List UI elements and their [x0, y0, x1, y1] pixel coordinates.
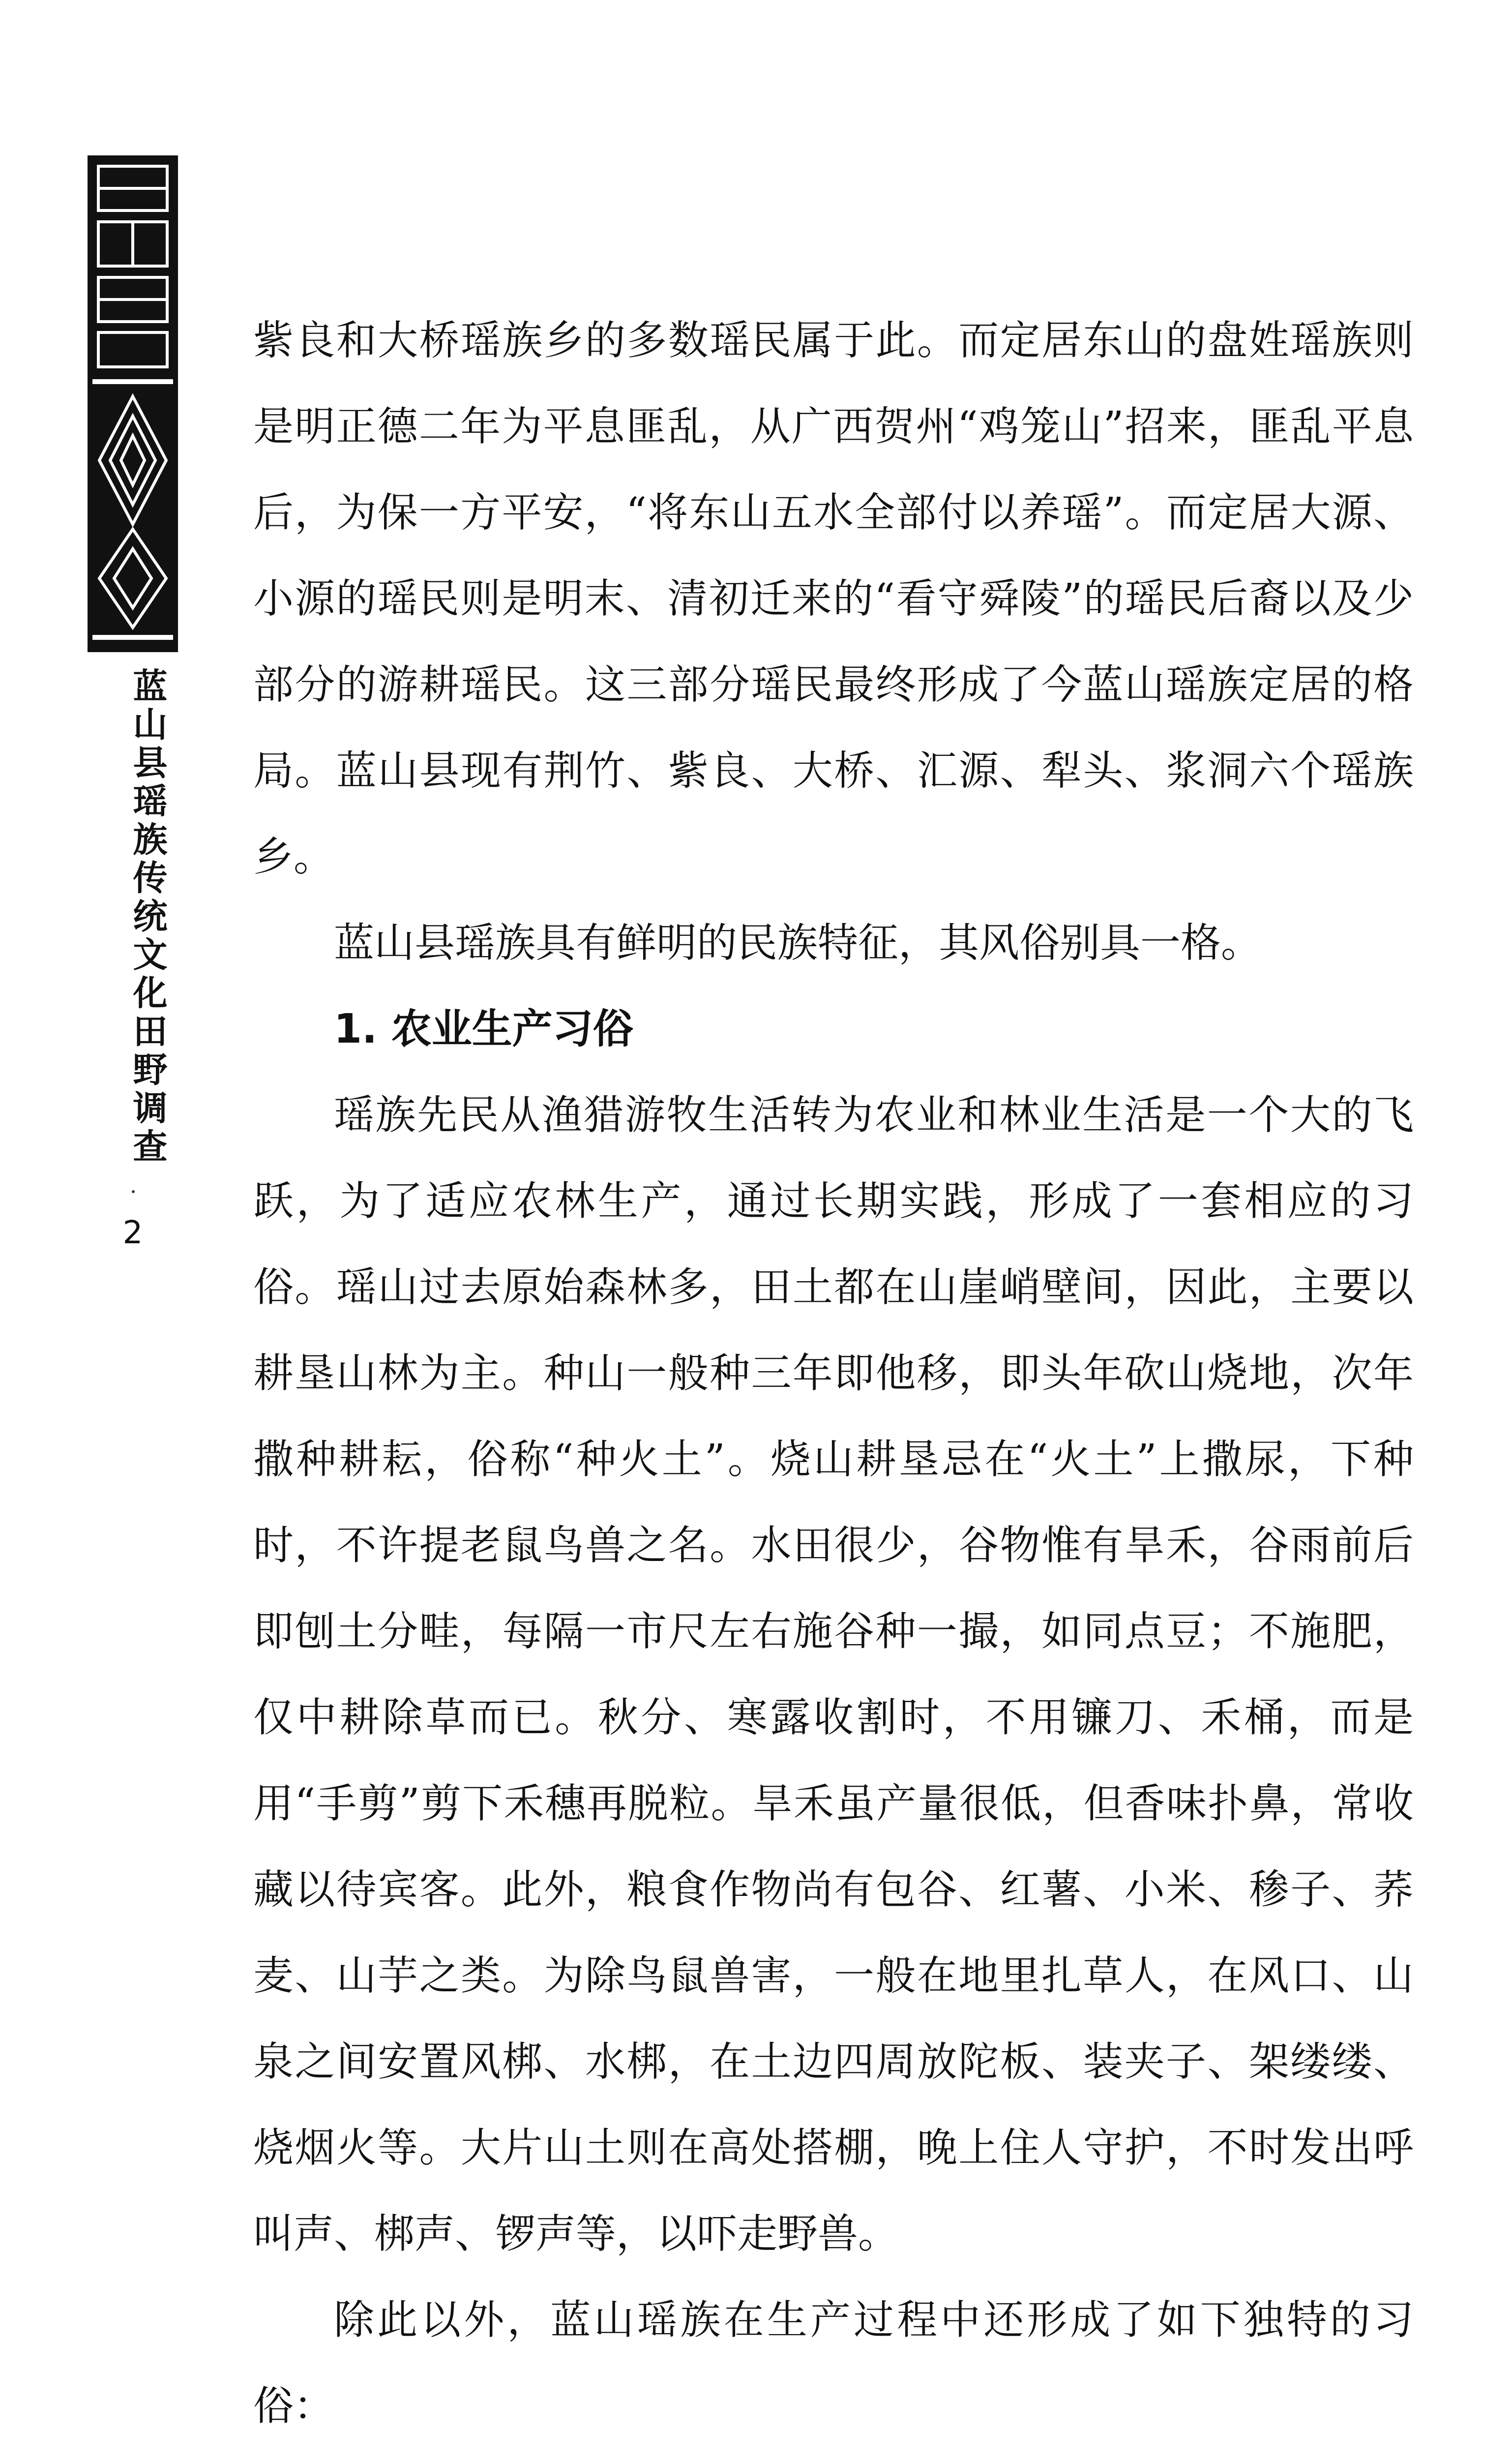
- decorative-ornament: [88, 155, 178, 652]
- paragraph-continued: 紫良和大桥瑶族乡的多数瑶民属于此。而定居东山的盘姓瑶族则是明正德二年为平息匪乱，从广西贺州“鸡笼山”招来，匪乱平息后，为保一方平安，“将东山五水全部付以养瑶”。而定居大源、小源的瑶民则是明末、清初迁来的“看守舜陵”的瑶民后裔以及少部分的游耕瑶民。这三部分瑶民最终形成了今蓝山瑶族定居的格局。蓝山县现有荆竹、紫良、大桥、汇源、犁头、浆洞六个瑶族乡。: [253, 317, 1414, 880]
- paragraph: 蓝山县瑶族具有鲜明的民族特征，其风俗别具一格。: [334, 920, 1262, 966]
- paragraph: 瑶族先民从渔猎游牧生活转为农业和林业生活是一个大的飞跃，为了适应农林生产，通过长期实践，形成了一套相应的习俗。瑶山过去原始森林多，田土都在山崖峭壁间，因此，主要以耕垦山林为主。种山一般种三年即他移，即头年砍山烧地，次年撒种耕耘，俗称“种火土”。烧山耕垦忌在“火土”上撒尿，下种时，不许提老鼠鸟兽之名。水田很少，谷物惟有旱禾，谷雨前后即刨土分畦，每隔一市尺左右施谷种一撮，如同点豆；不施肥，仅中耕除草而已。秋分、寒露收割时，不用镰刀、禾桶，而是用“手剪”剪下禾穗再脱粒。旱禾虽产量很低，但香味扑鼻，常收藏以待宾客。此外，粮食作物尚有包谷、红薯、小米、䅟子、荞麦、山芋之类。为除鸟鼠兽害，一般在地里扎草人，在风口、山泉之间安置风梆、水梆，在土边四周放陀板、装夹子、架缕缕、烧烟火等。大片山土则在高处搭棚，晚上住人守护，不时发出呼叫声、梆声、锣声等，以吓走野兽。: [253, 1092, 1414, 2257]
- running-title: 蓝山县瑶族传统文化田野调查: [127, 668, 168, 1167]
- body-text: [253, 298, 1414, 2459]
- separator-dot: [132, 1190, 135, 1193]
- paragraph: 除此以外，蓝山瑶族在生产过程中还形成了如下独特的习俗：: [253, 2297, 1414, 2429]
- ornament-pattern-icon: [88, 155, 178, 652]
- paragraph: [253, 2449, 1414, 2459]
- section-heading: 1. 农业生产习俗: [334, 1006, 633, 1052]
- page-number: 2: [122, 1215, 143, 1251]
